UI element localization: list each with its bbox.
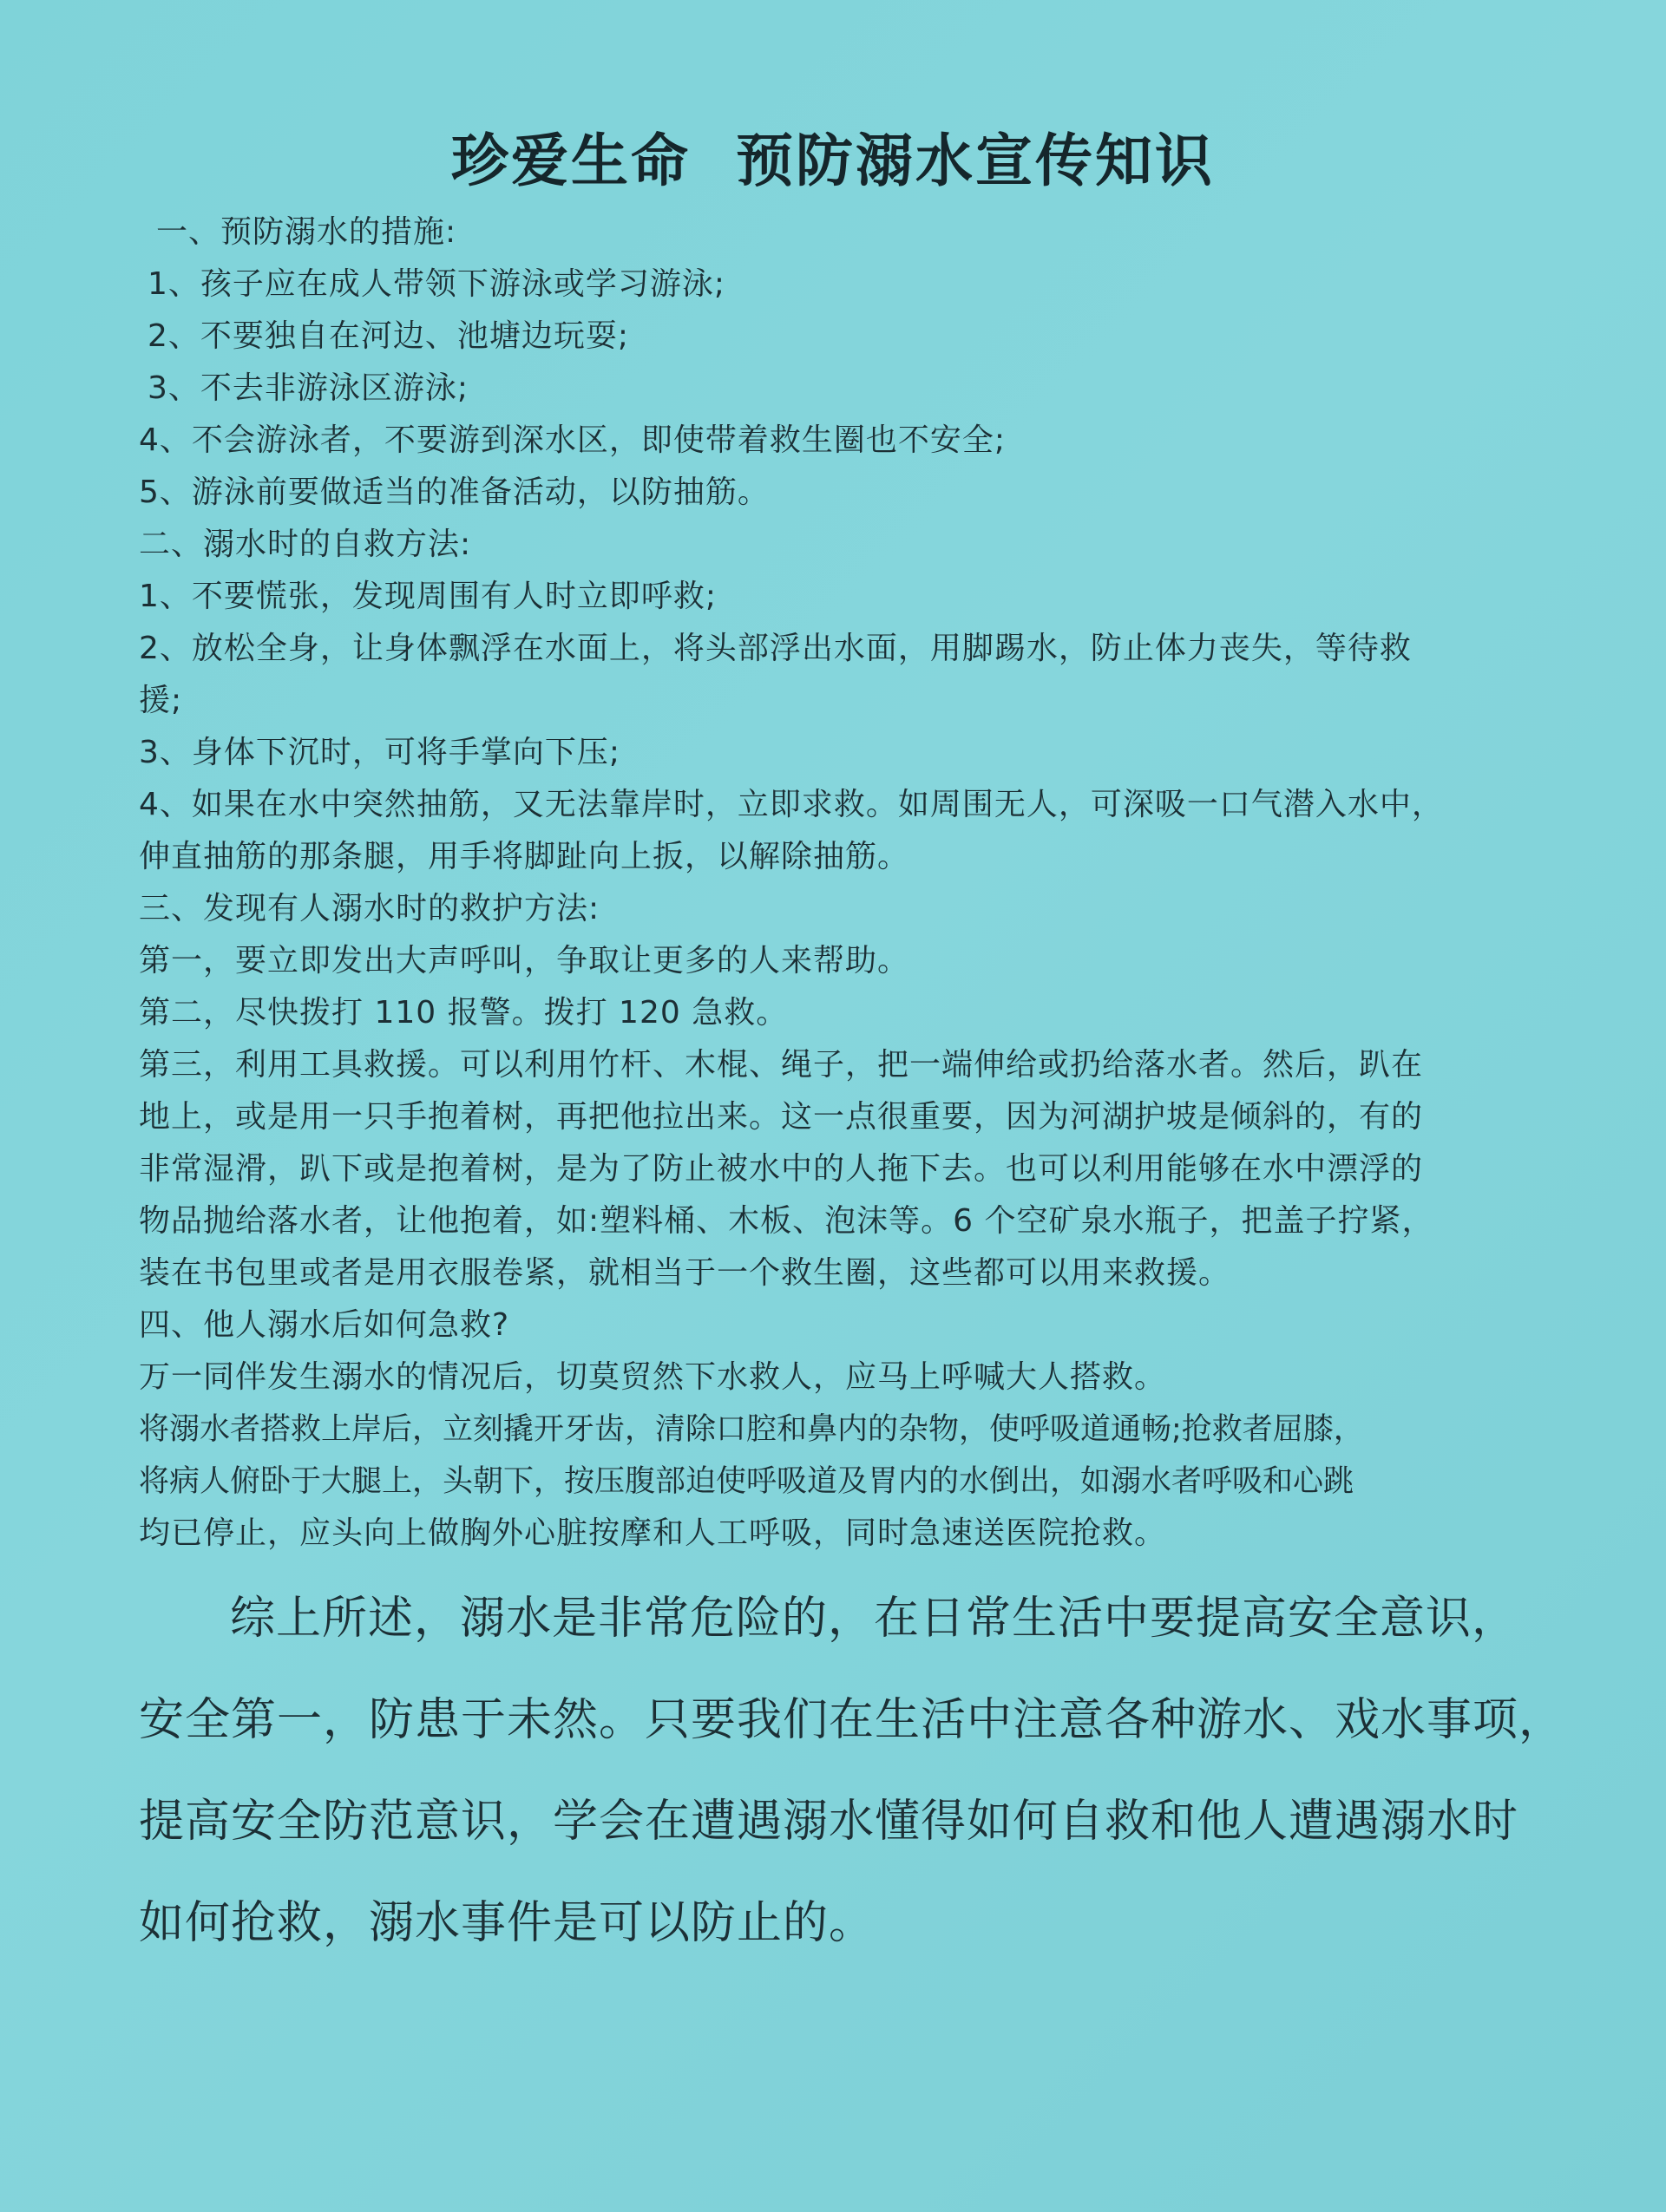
summary-line: 综上所述，溺水是非常危险的，在日常生活中要提高安全意识， bbox=[230, 1593, 1518, 1645]
list-item: 装在书包里或者是用衣服卷紧，就相当于一个救生圈，这些都可以用来救援。 bbox=[139, 1255, 1231, 1291]
page-title: 珍爱生命 预防溺水宣传知识 bbox=[451, 127, 1215, 194]
list-item: 5、游泳前要做适当的准备活动，以防抽筋。 bbox=[139, 474, 770, 510]
list-item: 将溺水者搭救上岸后，立刻撬开牙齿，清除口腔和鼻内的杂物，使呼吸道通畅;抢救者屈膝， bbox=[139, 1412, 1364, 1447]
document-body bbox=[139, 206, 1527, 1560]
list-item: 物品抛给落水者，让他抱着，如:塑料桶、木板、泡沫等。6 个空矿泉水瓶子，把盖子拧紧， bbox=[139, 1203, 1434, 1239]
list-item: 2、放松全身，让身体飘浮在水面上，将头部浮出水面，用脚踢水，防止体力丧失，等待救 bbox=[139, 631, 1412, 666]
list-item: 第二，尽快拨打 110 报警。拨打 120 急救。 bbox=[139, 995, 789, 1031]
list-item: 第三，利用工具救援。可以利用竹杆、木棍、绳子，把一端伸给或扔给落水者。然后，趴在 bbox=[139, 1047, 1424, 1083]
list-item: 4、不会游泳者，不要游到深水区，即使带着救生圈也不安全; bbox=[139, 422, 1007, 458]
section-first-aid bbox=[139, 1299, 1527, 1560]
section-heading: 二、溺水时的自救方法: bbox=[139, 527, 472, 562]
list-item: 援; bbox=[139, 683, 183, 718]
list-item: 1、不要慌张，发现周围有人时立即呼救; bbox=[139, 579, 718, 614]
summary-line: 如何抢救，溺水事件是可以防止的。 bbox=[139, 1897, 876, 1949]
list-item: 3、不去非游泳区游泳; bbox=[148, 370, 469, 406]
list-item: 4、如果在水中突然抽筋，又无法靠岸时，立即求救。如周围无人，可深吸一口气潜入水中， bbox=[139, 787, 1444, 822]
summary-line: 安全第一，防患于未然。只要我们在生活中注意各种游水、戏水事项， bbox=[139, 1694, 1565, 1746]
list-item: 1、孩子应在成人带领下游泳或学习游泳; bbox=[148, 266, 726, 302]
section-prevention bbox=[139, 206, 1527, 519]
summary-paragraph bbox=[139, 1568, 1565, 1974]
list-item: 第一，要立即发出大声呼叫，争取让更多的人来帮助。 bbox=[139, 943, 910, 978]
section-heading: 四、他人溺水后如何急救? bbox=[139, 1307, 510, 1343]
list-item: 2、不要独自在河边、池塘边玩耍; bbox=[148, 318, 630, 354]
list-item: 均已停止，应头向上做胸外心脏按摩和人工呼吸，同时急速送医院抢救。 bbox=[139, 1515, 1167, 1551]
section-self-rescue bbox=[139, 519, 1527, 883]
summary-line: 提高安全防范意识，学会在遭遇溺水懂得如何自救和他人遭遇溺水时 bbox=[139, 1796, 1519, 1848]
list-item: 将病人俯卧于大腿上，头朝下，按压腹部迫使呼吸道及胃内的水倒出，如溺水者呼吸和心跳 bbox=[139, 1464, 1354, 1499]
list-item: 伸直抽筋的那条腿，用手将脚趾向上扳，以解除抽筋。 bbox=[139, 839, 910, 874]
section-heading: 一、预防溺水的措施: bbox=[156, 214, 457, 250]
list-item: 地上，或是用一只手抱着树，再把他拉出来。这一点很重要，因为河湖护坡是倾斜的，有的 bbox=[139, 1099, 1424, 1135]
list-item: 万一同伴发生溺水的情况后，切莫贸然下水救人，应马上呼喊大人搭救。 bbox=[139, 1359, 1167, 1395]
list-item: 非常湿滑，趴下或是抱着树，是为了防止被水中的人拖下去。也可以利用能够在水中漂浮的 bbox=[139, 1151, 1424, 1187]
list-item: 3、身体下沉时，可将手掌向下压; bbox=[139, 735, 621, 770]
section-rescue-others bbox=[139, 883, 1527, 1299]
section-heading: 三、发现有人溺水时的救护方法: bbox=[139, 891, 600, 926]
